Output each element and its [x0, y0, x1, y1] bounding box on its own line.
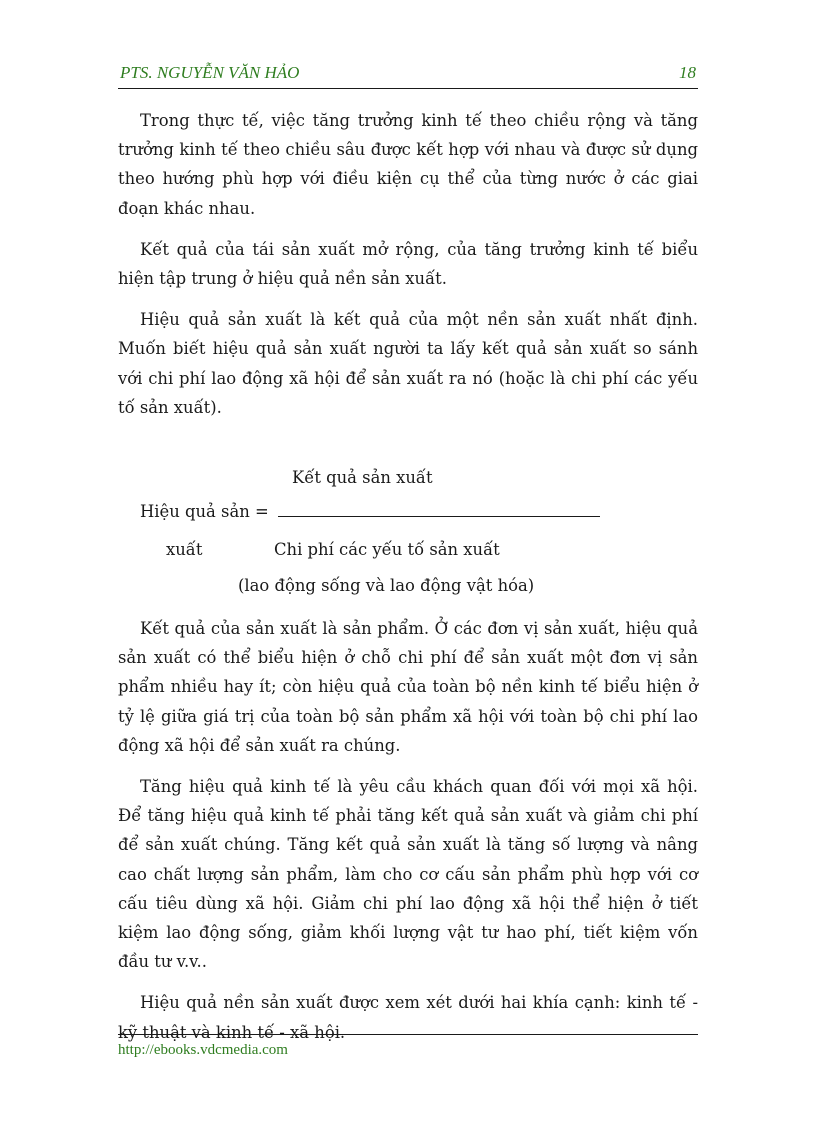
paragraph-1: Trong thực tế, việc tăng trưởng kinh tế theo chiều rộng và tăng trưởng kinh tế theo chiều sâu được kết hợp với nhau và được sử dụng theo hướng phù hợp với điều kiện cụ thể của từng nước ở các giai đoạn khác nhau.: [118, 111, 698, 218]
formula-denominator: Chi phí các yếu tố sản xuất: [274, 540, 500, 560]
header-author: PTS. NGUYỄN VĂN HẢO: [120, 63, 300, 82]
page-number: 18: [679, 63, 696, 82]
paragraph-2: Kết quả của tái sản xuất mở rộng, của tăng trưởng kinh tế biểu hiện tập trung ở hiệu quả nền sản xuất.: [118, 239, 698, 289]
paragraph-4: Kết quả của sản xuất là sản phẩm. Ở các đơn vị sản xuất, hiệu quả sản xuất có thể biểu hiện ở chỗ chi phí để sản xuất một đơn vị sản phẩm nhiều hay ít; còn hiệu quả của toàn bộ nền kinh tế biểu hiện ở tỷ lệ giữa giá trị của toàn bộ sản phẩm xã hội với toàn bộ chi phí lao động xã hội để sản xuất ra chúng.: [118, 619, 698, 755]
formula-numerator: Kết quả sản xuất: [292, 468, 433, 488]
fraction-line: [278, 516, 600, 517]
paragraph-3: Hiệu quả sản xuất là kết quả của một nền sản xuất nhất định. Muốn biết hiệu quả sản xuất người ta lấy kết quả sản xuất so sánh với chi phí lao động xã hội để sản xuất ra nó (hoặc là chi phí các yếu tố sản xuất).: [118, 310, 698, 417]
page-body: [118, 106, 698, 1059]
paragraph-6: Hiệu quả nền sản xuất được xem xét dưới hai khía cạnh: kinh tế - kỹ thuật và kinh tế - xã hội.: [118, 993, 698, 1042]
efficiency-formula: [118, 456, 698, 672]
paragraph-5: Tăng hiệu quả kinh tế là yêu cầu khách quan đối với mọi xã hội. Để tăng hiệu quả kinh tế phải tăng kết quả sản xuất và giảm chi phí để sản xuất chúng. Tăng kết quả sản xuất là tăng số lượng và nâng cao chất lượng sản phẩm, làm cho cơ cấu sản phẩm phù hợp với cơ cấu tiêu dùng xã hội. Giảm chi phí lao động xã hội thể hiện ở tiết kiệm lao động sống, giảm khối lượng vật tư hao phí, tiết kiệm vốn đầu tư v.v..: [118, 777, 698, 972]
footer-divider: [118, 1034, 698, 1035]
page-header: [118, 60, 698, 89]
formula-denominator-note: (lao động sống và lao động vật hóa): [238, 576, 535, 596]
formula-label-continued: xuất: [166, 540, 203, 560]
formula-label: Hiệu quả sản =: [140, 502, 269, 522]
footer-link[interactable]: http://ebooks.vdcmedia.com: [118, 1042, 288, 1058]
